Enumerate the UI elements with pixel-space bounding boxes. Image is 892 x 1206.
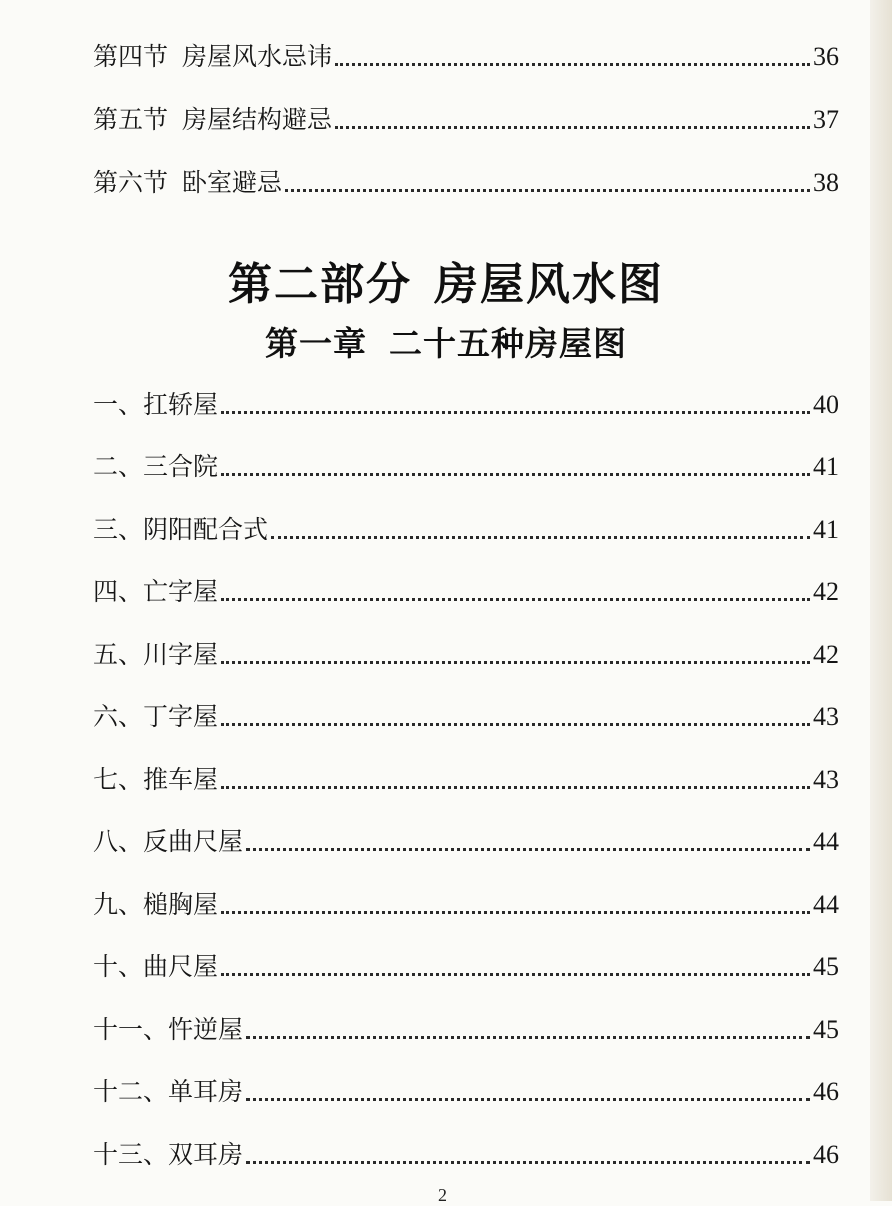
toc-row-entry xyxy=(93,1067,839,1107)
toc-label: 十一、忤逆屋 xyxy=(93,1015,244,1044)
dot-leader xyxy=(221,723,810,726)
dot-leader xyxy=(335,63,810,66)
dot-leader xyxy=(246,1098,810,1101)
section-title: 房屋风水忌讳 xyxy=(182,42,333,71)
toc-label: 四、亡字屋 xyxy=(93,577,219,606)
toc-page-number: 46 xyxy=(813,1077,839,1106)
chapter-title xyxy=(0,318,892,365)
toc-row-entry xyxy=(93,505,839,545)
toc-label: 七、推车屋 xyxy=(93,765,219,794)
toc-row-entry xyxy=(93,880,839,920)
toc-page-number: 40 xyxy=(813,390,839,419)
toc-label: 九、槌胸屋 xyxy=(93,890,219,919)
toc-page-number: 44 xyxy=(813,827,839,856)
toc-page-number: 42 xyxy=(813,640,839,669)
chapter-number: 第一章 xyxy=(265,324,367,363)
dot-leader xyxy=(335,126,810,129)
toc-page-number: 44 xyxy=(813,890,839,919)
toc-page-number: 45 xyxy=(813,952,839,981)
toc-row-section-5 xyxy=(93,95,839,135)
dot-leader xyxy=(221,911,810,914)
toc-row-section-4 xyxy=(93,32,839,72)
dot-leader xyxy=(221,598,810,601)
toc-page-number: 38 xyxy=(813,168,839,197)
part-number: 第二部分 xyxy=(228,259,412,310)
toc-row-entry xyxy=(93,755,839,795)
dot-leader xyxy=(285,189,810,192)
toc-page-number: 43 xyxy=(813,702,839,731)
toc-label: 二、三合院 xyxy=(93,452,219,481)
toc-row-entry xyxy=(93,1005,839,1045)
toc-label: 三、阴阳配合式 xyxy=(93,515,269,544)
dot-leader xyxy=(246,1161,810,1164)
toc-page-number: 46 xyxy=(813,1140,839,1169)
toc-row-entry xyxy=(93,817,839,857)
section-title: 卧室避忌 xyxy=(182,168,283,197)
toc-page-number: 41 xyxy=(813,515,839,544)
toc-row-entry xyxy=(93,630,839,670)
toc-label: 十、曲尺屋 xyxy=(93,952,219,981)
dot-leader xyxy=(246,1036,810,1039)
dot-leader xyxy=(221,411,810,414)
toc-label xyxy=(93,105,332,135)
toc-row-entry xyxy=(93,692,839,732)
toc-row-entry xyxy=(93,1130,839,1170)
toc-label: 十三、双耳房 xyxy=(93,1140,244,1169)
part-title xyxy=(0,248,892,312)
dot-leader xyxy=(221,973,810,976)
toc-label: 一、扛轿屋 xyxy=(93,390,219,419)
part-name: 房屋风水图 xyxy=(434,259,664,310)
section-number: 第四节 xyxy=(93,42,169,71)
toc-page-number: 41 xyxy=(813,452,839,481)
toc-row-entry xyxy=(93,380,839,420)
toc-label xyxy=(93,42,332,72)
page-number: 2 xyxy=(438,1185,447,1205)
toc-page-number: 37 xyxy=(813,105,839,134)
toc-label xyxy=(93,168,282,198)
chapter-name: 二十五种房屋图 xyxy=(389,324,627,363)
dot-leader xyxy=(221,473,810,476)
toc-label: 八、反曲尺屋 xyxy=(93,827,244,856)
page-edge-shadow xyxy=(870,0,892,1201)
dot-leader xyxy=(221,661,810,664)
section-number: 第六节 xyxy=(93,168,169,197)
toc-row-entry xyxy=(93,942,839,982)
section-title: 房屋结构避忌 xyxy=(182,105,333,134)
toc-row-section-6 xyxy=(93,158,839,198)
toc-label: 六、丁字屋 xyxy=(93,702,219,731)
toc-label: 五、川字屋 xyxy=(93,640,219,669)
toc-page-number: 45 xyxy=(813,1015,839,1044)
toc-page-number: 42 xyxy=(813,577,839,606)
toc-row-entry xyxy=(93,442,839,482)
dot-leader xyxy=(271,536,810,539)
dot-leader xyxy=(246,848,810,851)
section-number: 第五节 xyxy=(93,105,169,134)
dot-leader xyxy=(221,786,810,789)
toc-row-entry xyxy=(93,567,839,607)
toc-label: 十二、单耳房 xyxy=(93,1077,244,1106)
toc-page-number: 43 xyxy=(813,765,839,794)
toc-page-number: 36 xyxy=(813,42,839,71)
